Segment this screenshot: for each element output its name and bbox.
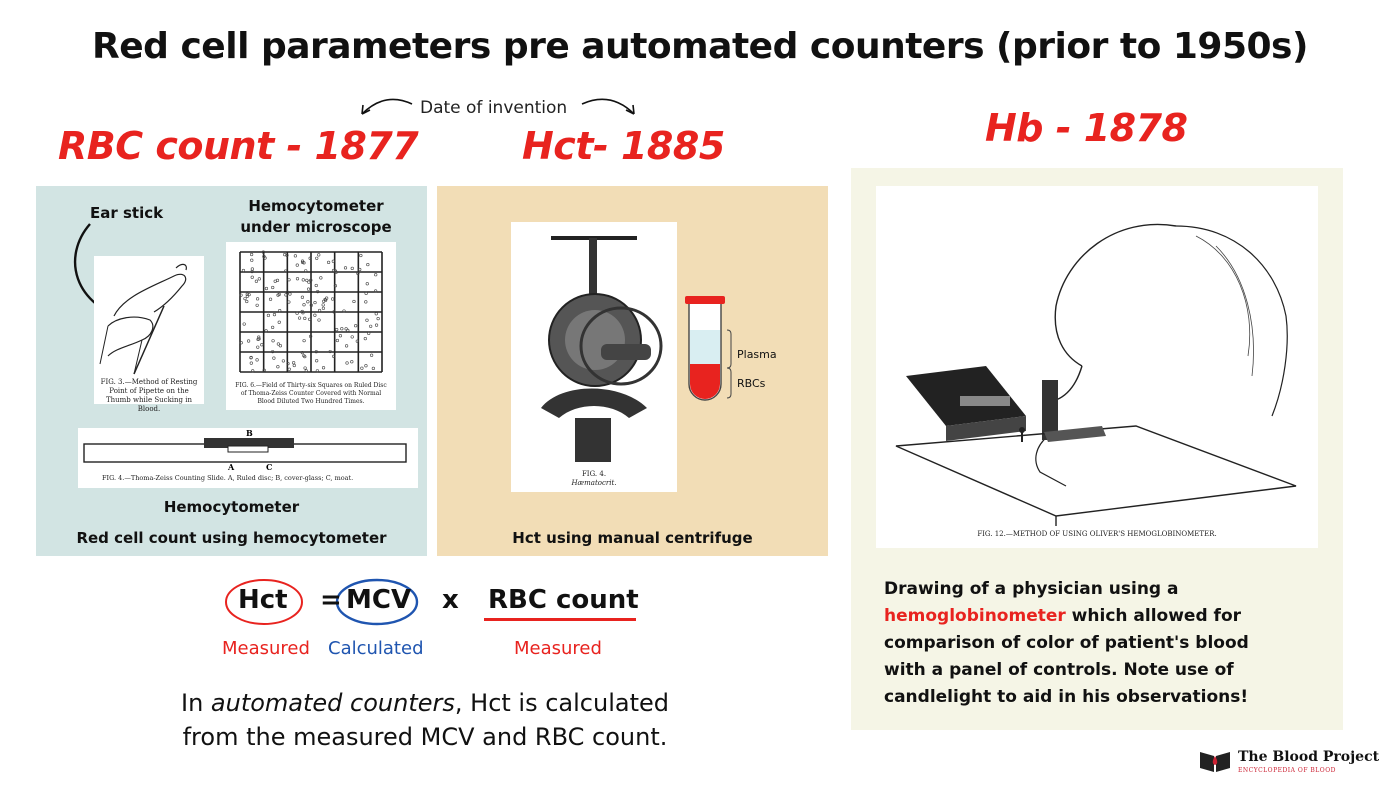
rbcs-label: RBCs <box>737 377 766 390</box>
physician-hemoglobinometer-illustration <box>876 186 1318 526</box>
hemoglobinometer-drawing-image <box>876 186 1318 548</box>
centrifuge-illustration <box>511 222 677 472</box>
hb-desc-line5: candlelight to aid in his observations! <box>884 687 1249 707</box>
fig6-caption: FIG. 6.—Field of Thirty-six Squares on Ruled Disc of Thoma-Zeiss Counter Covered with Normal Blood Diluted Two Hundred Times. <box>235 382 387 405</box>
hb-desc-line4: with a panel of controls. Note use of <box>884 660 1234 680</box>
counting-slide-illustration <box>78 428 418 472</box>
blood-project-logo <box>1198 746 1388 776</box>
right-curved-arrow-icon <box>582 99 634 114</box>
hct-measured-label: Measured <box>222 638 310 659</box>
hand-pipette-illustration <box>94 256 204 376</box>
fig3-thumb-pipette-image <box>94 256 204 413</box>
plasma-label: Plasma <box>737 348 777 361</box>
note-line2: from the measured MCV and RBC count. <box>182 723 668 751</box>
fig4-label: FIG. 4. <box>581 470 607 478</box>
fig4-caption: FIG. 4.—Thoma-Zeiss Counting Slide. A, Ruled disc; B, cover-glass; C, moat. <box>102 474 354 482</box>
ear-stick-label: Ear stick <box>90 204 164 222</box>
logo-tagline: ENCYCLOPEDIA OF BLOOD <box>1238 767 1336 774</box>
date-of-invention-label: Date of invention <box>420 98 568 118</box>
page-title: Red cell parameters pre automated counters (prior to 1950s) <box>92 26 1308 67</box>
hb-desc-line3: comparison of color of patient's blood <box>884 633 1249 653</box>
equation-rbc-count: RBC count <box>488 585 639 615</box>
hb-heading: Hb - 1878 <box>985 106 1188 150</box>
hemoglobinometer-highlight: hemoglobinometer <box>884 606 1066 626</box>
manual-centrifuge-image <box>511 222 677 492</box>
note-suffix: , Hct is calculated <box>454 689 669 717</box>
rbc-panel-caption: Red cell count using hemocytometer <box>76 529 387 547</box>
hct-heading: Hct- 1885 <box>522 124 725 168</box>
hb-desc-line1: Drawing of a physician using a <box>884 579 1179 599</box>
fig4-counting-slide-image <box>78 428 418 488</box>
fig3-caption: FIG. 3.—Method of Resting Point of Pipette on the Thumb while Sucking in Blood. <box>100 378 198 413</box>
equation-hct: Hct <box>238 585 288 615</box>
hemocytometer-label: Hemocytometer <box>163 498 300 516</box>
hct-panel <box>437 186 828 556</box>
hemocytometer-microscope-label: Hemocytometer under microscope <box>240 197 392 236</box>
book-blood-drop-icon <box>1198 748 1232 774</box>
equation-mcv: MCV <box>346 585 412 615</box>
mcv-calculated-label: Calculated <box>328 638 424 659</box>
hb-desc-line2 <box>884 603 1324 630</box>
equation-equals: = <box>320 585 342 615</box>
automated-counters-note <box>100 686 750 754</box>
equation-times: x <box>442 585 459 615</box>
hb-desc-line2-rest: which allowed for <box>1065 606 1242 626</box>
note-prefix: In <box>180 689 211 717</box>
rbc-underline <box>484 618 636 621</box>
fig4-name: Hæmatocrit. <box>571 479 617 487</box>
rbc-count-panel <box>36 186 427 556</box>
hb-panel <box>851 168 1343 730</box>
rbc-measured-label: Measured <box>514 638 602 659</box>
left-curved-arrow-icon <box>362 99 412 114</box>
hb-description <box>884 576 1324 711</box>
rbc-count-heading: RBC count - 1877 <box>58 124 419 168</box>
hct-panel-caption: Hct using manual centrifuge <box>512 529 753 547</box>
svg-text:B: B <box>246 428 253 438</box>
fig6-hemocytometer-grid-image <box>226 242 396 410</box>
counting-grid-illustration <box>226 242 396 380</box>
svg-text:A: A <box>228 462 235 472</box>
svg-text:C: C <box>266 462 273 472</box>
note-italic: automated counters <box>210 689 455 717</box>
hb-fig-caption: FIG. 12.—METHOD OF USING OLIVER'S HEMOGLOBINOMETER. <box>977 530 1217 538</box>
logo-name: The Blood Project <box>1238 749 1380 765</box>
